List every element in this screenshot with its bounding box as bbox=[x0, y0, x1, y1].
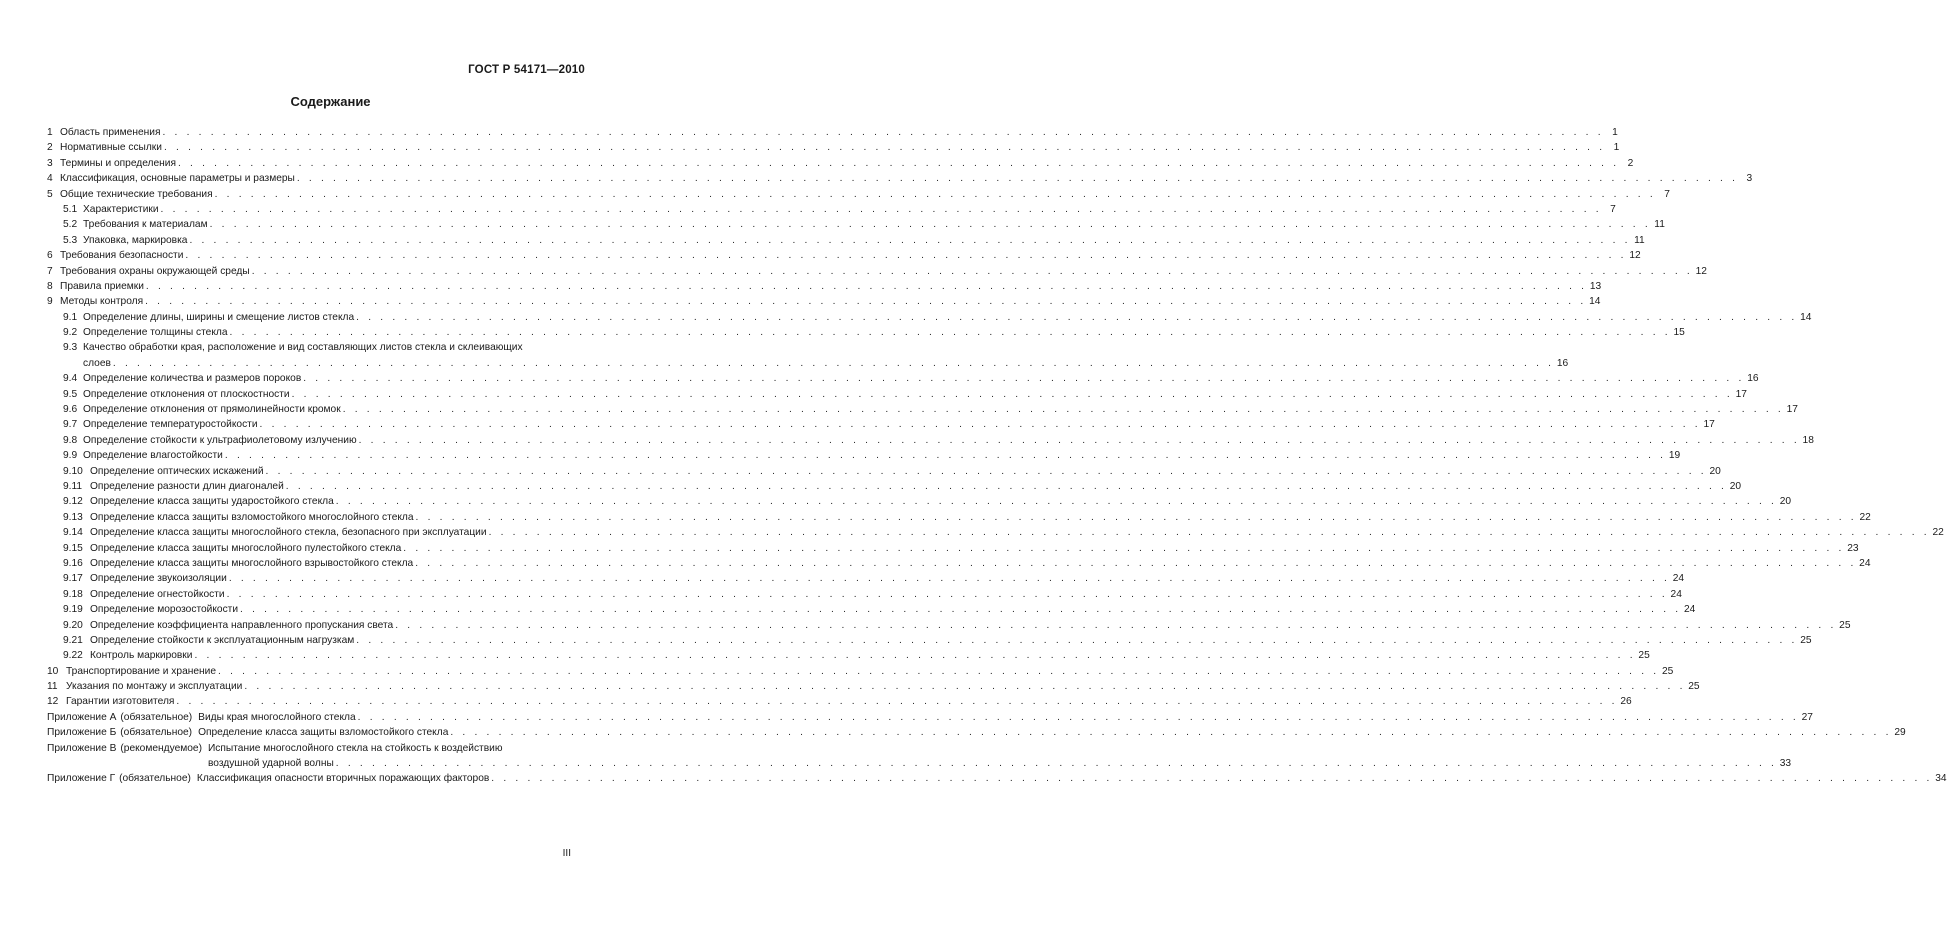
toc-leader-dots: . . . . . . . . . . . . . . . . . . . . . . . . . . . . . . . . . . . . . . . . . . . . . . . . . . . . . . . . . . . . . . . . . . . . . . . . . . . . . . . . . . . . . . . . . . . . . . . . . . . . . . . . . . . . . . . . . . . . . . . . bbox=[177, 157, 1620, 169]
toc-entry-number: 9.4 bbox=[63, 373, 78, 385]
toc-entry-text: Определение звукоизоляции bbox=[90, 573, 227, 585]
toc-entry-page: 17 bbox=[1703, 419, 1715, 431]
appendix-entry[interactable] bbox=[47, 710, 1813, 725]
toc-leader-dots: . . . . . . . . . . . . . . . . . . . . . . . . . . . . . . . . . . . . . . . . . . . . . . . . . . . . . . . . . . . . . . . . . . . . . . . . . . . . . . . . . . . . . . . . . . . . . . . . . . . . . . . . . . . . . . . . . . . . . . . . bbox=[226, 588, 1668, 600]
page-title: Содержание bbox=[290, 94, 371, 109]
toc-entry[interactable] bbox=[47, 618, 1851, 633]
toc-entry-number: 9.19 bbox=[63, 604, 83, 616]
toc-entry-text: Определение класса защиты многослойного пулестойкого стекла bbox=[90, 542, 402, 554]
toc-entry[interactable] bbox=[47, 648, 1650, 663]
appendix-title: Классификация опасности вторичных поражающих факторов bbox=[196, 773, 490, 785]
toc-entry[interactable] bbox=[47, 479, 1742, 494]
toc-entry-number: 9.13 bbox=[63, 511, 83, 523]
toc-entry-page: 24 bbox=[1859, 557, 1871, 569]
toc-leader-dots: . . . . . . . . . . . . . . . . . . . . . . . . . . . . . . . . . . . . . . . . . . . . . . . . . . . . . . . . . . . . . . . . . . . . . . . . . . . . . . . . . . . . . . . . . . . . . . . . . . . . . . . . . . . . . . . . . . . . . . . . bbox=[163, 142, 1606, 154]
appendix-label: Приложение А bbox=[47, 711, 117, 723]
toc-entry-text: Требования безопасности bbox=[60, 250, 184, 262]
toc-entry-continuation bbox=[83, 356, 1568, 371]
toc-entry-text: Определение класса защиты взломостойкого многослойного стекла bbox=[90, 511, 414, 523]
toc-leader-dots: . . . . . . . . . . . . . . . . . . . . . . . . . . . . . . . . . . . . . . . . . . . . . . . . . . . . . . . . . . . . . . . . . . . . . . . . . . . . . . . . . . . . . . . . . . . . . . . . . . . . . . . . . . . . . . . . . . . . . . . . bbox=[160, 203, 1602, 215]
toc-entry-number: 9.21 bbox=[63, 634, 83, 646]
toc-entry-page: 23 bbox=[1847, 542, 1859, 554]
toc-entry[interactable] bbox=[47, 694, 1632, 709]
toc-entry-page: 19 bbox=[1668, 450, 1681, 462]
toc-entry-page: 14 bbox=[1589, 296, 1601, 308]
toc-entry-number: 5.1 bbox=[63, 203, 78, 215]
toc-leader-dots: . . . . . . . . . . . . . . . . . . . . . . . . . . . . . . . . . . . . . . . . . . . . . . . . . . . . . . . . . . . . . . . . . . . . . . . . . . . . . . . . . . . . . . . . . . . . . . . . . . . . . . . . . . . . . . . . . . . . . . . . bbox=[296, 173, 1739, 185]
toc-entry-number: 3 bbox=[47, 157, 53, 169]
toc-entry-page: 24 bbox=[1670, 588, 1682, 600]
toc-entry-page: 14 bbox=[1800, 311, 1812, 323]
toc-entry-page: 25 bbox=[1661, 665, 1674, 677]
toc-entry[interactable] bbox=[47, 340, 1569, 371]
toc-entry-page: 20 bbox=[1709, 465, 1721, 477]
toc-entry-text: Область применения bbox=[60, 126, 161, 138]
toc-entry[interactable] bbox=[47, 402, 1798, 417]
toc-entry-text: Качество обработки края, расположение и вид составляющих листов стекла и склеивающих bbox=[83, 342, 523, 354]
toc-entry[interactable] bbox=[47, 664, 1674, 679]
toc-entry[interactable] bbox=[47, 156, 1634, 171]
toc-entry-number: 9.5 bbox=[63, 388, 78, 400]
toc-entry-text: Определение количества и размеров пороков bbox=[83, 373, 302, 385]
toc-entry-number: 5.2 bbox=[63, 219, 78, 231]
toc-entry-text: Определение огнестойкости bbox=[90, 588, 225, 600]
toc-entry-text: Транспортирование и хранение bbox=[66, 665, 217, 677]
toc-entry-text: Определение класса защиты многослойного взрывостойкого стекла bbox=[90, 557, 414, 569]
toc-entry-text: Определение длины, ширины и смещение листов стекла bbox=[83, 311, 355, 323]
toc-leader-dots: . . . . . . . . . . . . . . . . . . . . . . . . . . . . . . . . . . . . . . . . . . . . . . . . . . . . . . . . . . . . . . . . . . . . . . . . . . . . . . . . . . . . . . . . . . . . . . . . . . . . . . . . . . . . . . . . . . . . . . . . bbox=[357, 711, 1799, 723]
appendix-entry[interactable] bbox=[47, 741, 1792, 772]
toc-leader-dots: . . . . . . . . . . . . . . . . . . . . . . . . . . . . . . . . . . . . . . . . . . . . . . . . . . . . . . . . . . . . . . . . . . . . . . . . . . . . . . . . . . . . . . . . . . . . . . . . . . . . . . . . . . . . . . . . . . . . . . . . bbox=[251, 265, 1693, 277]
toc-entry-number: 9.12 bbox=[63, 496, 83, 508]
toc-leader-dots: . . . . . . . . . . . . . . . . . . . . . . . . . . . . . . . . . . . . . . . . . . . . . . . . . . . . . . . . . . . . . . . . . . . . . . . . . . . . . . . . . . . . . . . . . . . . . . . . . . . . . . . . . . . . . . . . . . . . . . . . bbox=[488, 527, 1930, 539]
toc-leader-dots: . . . . . . . . . . . . . . . . . . . . . . . . . . . . . . . . . . . . . . . . . . . . . . . . . . . . . . . . . . . . . . . . . . . . . . . . . . . . . . . . . . . . . . . . . . . . . . . . . . . . . . . . . . . . . . . . . . . . . . . . bbox=[218, 665, 1660, 677]
toc-leader-dots: . . . . . . . . . . . . . . . . . . . . . . . . . . . . . . . . . . . . . . . . . . . . . . . . . . . . . . . . . . . . . . . . . . . . . . . . . . . . . . . . . . . . . . . . . . . . . . . . . . . . . . . . . . . . . . . . . . . . . . . . bbox=[491, 773, 1933, 785]
toc-entry[interactable] bbox=[47, 202, 1616, 217]
toc-entry[interactable] bbox=[47, 187, 1670, 202]
appendix-kind: (обязательное) bbox=[120, 711, 193, 723]
toc-entry-page: 16 bbox=[1747, 373, 1759, 385]
toc-leader-dots: . . . . . . . . . . . . . . . . . . . . . . . . . . . . . . . . . . . . . . . . . . . . . . . . . . . . . . . . . . . . . . . . . . . . . . . . . . . . . . . . . . . . . . . . . . . . . . . . . . . . . . . . . . . . . . . . . . . . . . . . bbox=[415, 557, 1857, 569]
toc-leader-dots: . . . . . . . . . . . . . . . . . . . . . . . . . . . . . . . . . . . . . . . . . . . . . . . . . . . . . . . . . . . . . . . . . . . . . . . . . . . . . . . . . . . . . . . . . . . . . . . . . . . . . . . . . . . . . . . . . . . . . . . . bbox=[240, 604, 1682, 616]
toc-entry-text: Характеристики bbox=[83, 203, 159, 215]
toc-entry-text: Определение отклонения от прямолинейности кромок bbox=[83, 404, 341, 416]
toc-leader-dots: . . . . . . . . . . . . . . . . . . . . . . . . . . . . . . . . . . . . . . . . . . . . . . . . . . . . . . . . . . . . . . . . . . . . . . . . . . . . . . . . . . . . . . . . . . . . . . . . . . . . . . . . . . . . . . . . . . . . . . . . bbox=[335, 758, 1778, 770]
appendix-page: 27 bbox=[1801, 711, 1813, 723]
toc-entry[interactable] bbox=[47, 371, 1759, 386]
toc-entry[interactable] bbox=[47, 217, 1665, 232]
toc-entry[interactable] bbox=[47, 417, 1715, 432]
toc-leader-dots: . . . . . . . . . . . . . . . . . . . . . . . . . . . . . . . . . . . . . . . . . . . . . . . . . . . . . . . . . . . . . . . . . . . . . . . . . . . . . . . . . . . . . . . . . . . . . . . . . . . . . . . . . . . . . . . . . . . . . . . . bbox=[415, 511, 1857, 523]
appendix-text-block bbox=[208, 741, 1791, 772]
standard-code: ГОСТ Р 54171—2010 bbox=[468, 64, 585, 76]
toc-entry-number: 9.17 bbox=[63, 573, 83, 585]
appendix-continuation bbox=[208, 756, 1791, 771]
toc-entry-page: 15 bbox=[1673, 327, 1685, 339]
appendix-page: 29 bbox=[1894, 727, 1906, 739]
toc-leader-dots: . . . . . . . . . . . . . . . . . . . . . . . . . . . . . . . . . . . . . . . . . . . . . . . . . . . . . . . . . . . . . . . . . . . . . . . . . . . . . . . . . . . . . . . . . . . . . . . . . . . . . . . . . . . . . . . . . . . . . . . . bbox=[145, 280, 1588, 292]
toc-leader-dots: . . . . . . . . . . . . . . . . . . . . . . . . . . . . . . . . . . . . . . . . . . . . . . . . . . . . . . . . . . . . . . . . . . . . . . . . . . . . . . . . . . . . . . . . . . . . . . . . . . . . . . . . . . . . . . . . . . . . . . . . bbox=[291, 388, 1733, 400]
toc-entry-number: 9.8 bbox=[63, 434, 78, 446]
toc-entry-number: 8 bbox=[47, 280, 53, 292]
toc-entry[interactable] bbox=[47, 325, 1685, 340]
toc-entry-text: Определение толщины стекла bbox=[83, 327, 228, 339]
toc-entry-page: 24 bbox=[1672, 573, 1685, 585]
toc-leader-dots: . . . . . . . . . . . . . . . . . . . . . . . . . . . . . . . . . . . . . . . . . . . . . . . . . . . . . . . . . . . . . . . . . . . . . . . . . . . . . . . . . . . . . . . . . . . . . . . . . . . . . . . . . . . . . . . . . . . . . . . . bbox=[229, 327, 1671, 339]
appendix-label: Приложение Г bbox=[47, 773, 116, 785]
toc-leader-dots: . . . . . . . . . . . . . . . . . . . . . . . . . . . . . . . . . . . . . . . . . . . . . . . . . . . . . . . . . . . . . . . . . . . . . . . . . . . . . . . . . . . . . . . . . . . . . . . . . . . . . . . . . . . . . . . . . . . . . . . . bbox=[358, 434, 1800, 446]
toc-entry-text: Указания по монтажу и эксплуатации bbox=[66, 681, 243, 693]
toc-entry-text: Определение влагостойкости bbox=[83, 450, 223, 462]
toc-leader-dots: . . . . . . . . . . . . . . . . . . . . . . . . . . . . . . . . . . . . . . . . . . . . . . . . . . . . . . . . . . . . . . . . . . . . . . . . . . . . . . . . . . . . . . . . . . . . . . . . . . . . . . . . . . . . . . . . . . . . . . . . bbox=[303, 373, 1745, 385]
toc-entry-text: Методы контроля bbox=[60, 296, 144, 308]
toc-entry[interactable] bbox=[47, 556, 1871, 571]
toc-entry-number: 11 bbox=[47, 681, 58, 693]
toc-entry-page: 17 bbox=[1786, 404, 1798, 416]
toc-entry-page: 22 bbox=[1859, 511, 1871, 523]
appendix-kind: (рекомендуемое) bbox=[120, 742, 202, 754]
toc-leader-dots: . . . . . . . . . . . . . . . . . . . . . . . . . . . . . . . . . . . . . . . . . . . . . . . . . . . . . . . . . . . . . . . . . . . . . . . . . . . . . . . . . . . . . . . . . . . . . . . . . . . . . . . . . . . . . . . . . . . . . . . . bbox=[356, 634, 1798, 646]
toc-entry-text: Гарантии изготовителя bbox=[66, 696, 175, 708]
toc-entry-text: Определение коэффициента направленного пропускания света bbox=[90, 619, 394, 631]
toc-entry-page: 7 bbox=[1610, 203, 1616, 215]
appendix-title-continued: воздушной ударной волны bbox=[207, 758, 334, 770]
toc-entry-page: 11 bbox=[1654, 219, 1665, 231]
toc-entry-text: Определение стойкости к ультрафиолетовому излучению bbox=[83, 434, 357, 446]
toc-entry-page: 22 bbox=[1932, 527, 1944, 539]
toc-entry[interactable] bbox=[47, 264, 1707, 279]
toc-leader-dots: . . . . . . . . . . . . . . . . . . . . . . . . . . . . . . . . . . . . . . . . . . . . . . . . . . . . . . . . . . . . . . . . . . . . . . . . . . . . . . . . . . . . . . . . . . . . . . . . . . . . . . . . . . . . . . . . . . . . . . . . bbox=[356, 311, 1798, 323]
toc-entry-number: 9.1 bbox=[63, 311, 78, 323]
toc-entry-page: 3 bbox=[1746, 173, 1753, 185]
toc-entry-page: 13 bbox=[1589, 280, 1602, 292]
toc-entry-number: 2 bbox=[47, 142, 53, 154]
table-of-contents bbox=[47, 125, 1947, 787]
toc-entry-text: Определение морозостойкости bbox=[90, 604, 239, 616]
toc-entry-page: 25 bbox=[1800, 634, 1812, 646]
toc-entry-number: 9.18 bbox=[63, 588, 83, 600]
toc-entry[interactable] bbox=[47, 140, 1620, 155]
appendix-kind: (обязательное) bbox=[120, 727, 193, 739]
toc-entry[interactable] bbox=[47, 233, 1645, 248]
toc-entry-page: 7 bbox=[1664, 188, 1670, 200]
appendix-title: Испытание многослойного стекла на стойкость к воздействию bbox=[207, 742, 503, 754]
appendix-title: Определение класса защиты взломостойкого стекла bbox=[198, 727, 449, 739]
toc-leader-dots: . . . . . . . . . . . . . . . . . . . . . . . . . . . . . . . . . . . . . . . . . . . . . . . . . . . . . . . . . . . . . . . . . . . . . . . . . . . . . . . . . . . . . . . . . . . . . . . . . . . . . . . . . . . . . . . . . . . . . . . . bbox=[342, 404, 1784, 416]
toc-entry-number: 1 bbox=[47, 126, 53, 138]
toc-entry-number: 7 bbox=[47, 265, 53, 277]
toc-leader-dots: . . . . . . . . . . . . . . . . . . . . . . . . . . . . . . . . . . . . . . . . . . . . . . . . . . . . . . . . . . . . . . . . . . . . . . . . . . . . . . . . . . . . . . . . . . . . . . . . . . . . . . . . . . . . . . . . . . . . . . . . bbox=[450, 727, 1892, 739]
toc-entry-text: Требования к материалам bbox=[83, 219, 208, 231]
toc-leader-dots: . . . . . . . . . . . . . . . . . . . . . . . . . . . . . . . . . . . . . . . . . . . . . . . . . . . . . . . . . . . . . . . . . . . . . . . . . . . . . . . . . . . . . . . . . . . . . . . . . . . . . . . . . . . . . . . . . . . . . . . . bbox=[112, 357, 1555, 369]
toc-entry[interactable] bbox=[47, 679, 1700, 694]
toc-entry[interactable] bbox=[47, 541, 1859, 556]
toc-entry-number: 9.3 bbox=[63, 342, 78, 354]
toc-entry-page: 25 bbox=[1839, 619, 1851, 631]
toc-entry[interactable] bbox=[47, 571, 1685, 586]
toc-entry-text: Определение класса защиты ударостойкого стекла bbox=[90, 496, 334, 508]
toc-entry-number: 6 bbox=[47, 250, 53, 262]
toc-entry[interactable] bbox=[47, 125, 1618, 140]
toc-entry-page: 17 bbox=[1735, 388, 1747, 400]
toc-leader-dots: . . . . . . . . . . . . . . . . . . . . . . . . . . . . . . . . . . . . . . . . . . . . . . . . . . . . . . . . . . . . . . . . . . . . . . . . . . . . . . . . . . . . . . . . . . . . . . . . . . . . . . . . . . . . . . . . . . . . . . . . bbox=[228, 573, 1671, 585]
toc-leader-dots: . . . . . . . . . . . . . . . . . . . . . . . . . . . . . . . . . . . . . . . . . . . . . . . . . . . . . . . . . . . . . . . . . . . . . . . . . . . . . . . . . . . . . . . . . . . . . . . . . . . . . . . . . . . . . . . . . . . . . . . . bbox=[209, 219, 1651, 231]
toc-entry-page: 12 bbox=[1695, 265, 1707, 277]
toc-entry[interactable] bbox=[47, 448, 1681, 463]
toc-entry-text-block bbox=[83, 340, 1568, 371]
toc-entry-page: 26 bbox=[1620, 696, 1632, 708]
toc-leader-dots: . . . . . . . . . . . . . . . . . . . . . . . . . . . . . . . . . . . . . . . . . . . . . . . . . . . . . . . . . . . . . . . . . . . . . . . . . . . . . . . . . . . . . . . . . . . . . . . . . . . . . . . . . . . . . . . . . . . . . . . . bbox=[185, 250, 1627, 262]
appendix-entry[interactable] bbox=[47, 771, 1947, 786]
toc-entry-number: 9.2 bbox=[63, 327, 78, 339]
appendix-title: Виды края многослойного стекла bbox=[198, 711, 356, 723]
toc-entry[interactable] bbox=[47, 525, 1944, 540]
toc-entry-page: 25 bbox=[1638, 650, 1650, 662]
toc-entry-text: Классификация, основные параметры и размеры bbox=[60, 173, 295, 185]
toc-entry-page: 12 bbox=[1629, 250, 1641, 262]
toc-entry-page: 18 bbox=[1802, 434, 1814, 446]
toc-entry-page: 1 bbox=[1613, 142, 1620, 154]
toc-entry-number: 9.15 bbox=[63, 542, 83, 554]
toc-entry-number: 9.16 bbox=[63, 557, 83, 569]
appendix-label: Приложение Б bbox=[47, 727, 117, 739]
toc-leader-dots: . . . . . . . . . . . . . . . . . . . . . . . . . . . . . . . . . . . . . . . . . . . . . . . . . . . . . . . . . . . . . . . . . . . . . . . . . . . . . . . . . . . . . . . . . . . . . . . . . . . . . . . . . . . . . . . . . . . . . . . . bbox=[162, 126, 1604, 138]
page-number: III bbox=[562, 848, 571, 859]
toc-entry-page: 1 bbox=[1612, 126, 1618, 138]
toc-entry-page: 25 bbox=[1688, 681, 1700, 693]
toc-entry-number: 9.11 bbox=[63, 481, 83, 492]
toc-entry-page: 20 bbox=[1779, 496, 1792, 508]
toc-entry[interactable] bbox=[47, 279, 1602, 294]
toc-leader-dots: . . . . . . . . . . . . . . . . . . . . . . . . . . . . . . . . . . . . . . . . . . . . . . . . . . . . . . . . . . . . . . . . . . . . . . . . . . . . . . . . . . . . . . . . . . . . . . . . . . . . . . . . . . . . . . . . . . . . . . . . bbox=[194, 650, 1636, 662]
toc-leader-dots: . . . . . . . . . . . . . . . . . . . . . . . . . . . . . . . . . . . . . . . . . . . . . . . . . . . . . . . . . . . . . . . . . . . . . . . . . . . . . . . . . . . . . . . . . . . . . . . . . . . . . . . . . . . . . . . . . . . . . . . . bbox=[335, 496, 1778, 508]
toc-entry-text: Определение разности длин диагоналей bbox=[90, 481, 284, 492]
toc-entry-text: Определение оптических искажений bbox=[90, 465, 264, 477]
toc-entry-page: 20 bbox=[1729, 481, 1742, 492]
toc-entry[interactable] bbox=[47, 310, 1812, 325]
toc-entry[interactable] bbox=[47, 248, 1641, 263]
toc-entry-text: Правила приемки bbox=[60, 280, 144, 292]
toc-entry-text: Термины и определения bbox=[60, 157, 176, 169]
toc-entry-number: 9.10 bbox=[63, 465, 83, 477]
toc-entry[interactable] bbox=[47, 633, 1812, 648]
toc-entry-number: 9.6 bbox=[63, 404, 78, 416]
toc-entry-page: 24 bbox=[1683, 604, 1696, 616]
toc-entry-text: Определение отклонения от плоскостности bbox=[83, 388, 290, 400]
toc-leader-dots: . . . . . . . . . . . . . . . . . . . . . . . . . . . . . . . . . . . . . . . . . . . . . . . . . . . . . . . . . . . . . . . . . . . . . . . . . . . . . . . . . . . . . . . . . . . . . . . . . . . . . . . . . . . . . . . . . . . . . . . . bbox=[259, 419, 1701, 431]
toc-entry-text: Определение стойкости к эксплуатационным нагрузкам bbox=[90, 634, 355, 646]
toc-entry-number: 5 bbox=[47, 188, 53, 200]
toc-entry-page: 16 bbox=[1556, 357, 1569, 369]
toc-entry-text: Требования охраны окружающей среды bbox=[60, 265, 250, 277]
toc-entry[interactable] bbox=[47, 433, 1814, 448]
toc-entry-number: 9.20 bbox=[63, 619, 83, 631]
toc-entry-text: Определение класса защиты многослойного стекла, безопасного при эксплуатации bbox=[90, 527, 487, 539]
toc-entry-page: 11 bbox=[1634, 234, 1645, 246]
toc-entry[interactable] bbox=[47, 587, 1682, 602]
toc-leader-dots: . . . . . . . . . . . . . . . . . . . . . . . . . . . . . . . . . . . . . . . . . . . . . . . . . . . . . . . . . . . . . . . . . . . . . . . . . . . . . . . . . . . . . . . . . . . . . . . . . . . . . . . . . . . . . . . . . . . . . . . . bbox=[176, 696, 1618, 708]
toc-entry-number: 9.9 bbox=[63, 450, 78, 462]
toc-leader-dots: . . . . . . . . . . . . . . . . . . . . . . . . . . . . . . . . . . . . . . . . . . . . . . . . . . . . . . . . . . . . . . . . . . . . . . . . . . . . . . . . . . . . . . . . . . . . . . . . . . . . . . . . . . . . . . . . . . . . . . . . bbox=[145, 296, 1587, 308]
toc-entry-text: Контроль маркировки bbox=[90, 650, 193, 662]
toc-leader-dots: . . . . . . . . . . . . . . . . . . . . . . . . . . . . . . . . . . . . . . . . . . . . . . . . . . . . . . . . . . . . . . . . . . . . . . . . . . . . . . . . . . . . . . . . . . . . . . . . . . . . . . . . . . . . . . . . . . . . . . . . bbox=[244, 681, 1686, 693]
appendix-label: Приложение В bbox=[47, 742, 117, 754]
toc-entry-number: 9.22 bbox=[63, 650, 83, 662]
toc-entry-number: 12 bbox=[47, 696, 59, 708]
toc-entry[interactable] bbox=[47, 387, 1747, 402]
toc-entry-number: 9.7 bbox=[63, 419, 78, 431]
toc-entry[interactable] bbox=[47, 510, 1871, 525]
toc-entry[interactable] bbox=[47, 294, 1601, 309]
toc-leader-dots: . . . . . . . . . . . . . . . . . . . . . . . . . . . . . . . . . . . . . . . . . . . . . . . . . . . . . . . . . . . . . . . . . . . . . . . . . . . . . . . . . . . . . . . . . . . . . . . . . . . . . . . . . . . . . . . . . . . . . . . . bbox=[214, 188, 1656, 200]
toc-entry-text-continued: слоев bbox=[83, 357, 111, 369]
toc-entry[interactable] bbox=[47, 494, 1792, 509]
toc-leader-dots: . . . . . . . . . . . . . . . . . . . . . . . . . . . . . . . . . . . . . . . . . . . . . . . . . . . . . . . . . . . . . . . . . . . . . . . . . . . . . . . . . . . . . . . . . . . . . . . . . . . . . . . . . . . . . . . . . . . . . . . . bbox=[265, 465, 1707, 477]
toc-entry-text: Нормативные ссылки bbox=[60, 142, 162, 154]
toc-leader-dots: . . . . . . . . . . . . . . . . . . . . . . . . . . . . . . . . . . . . . . . . . . . . . . . . . . . . . . . . . . . . . . . . . . . . . . . . . . . . . . . . . . . . . . . . . . . . . . . . . . . . . . . . . . . . . . . . . . . . . . . . bbox=[224, 450, 1667, 462]
toc-leader-dots: . . . . . . . . . . . . . . . . . . . . . . . . . . . . . . . . . . . . . . . . . . . . . . . . . . . . . . . . . . . . . . . . . . . . . . . . . . . . . . . . . . . . . . . . . . . . . . . . . . . . . . . . . . . . . . . . . . . . . . . . bbox=[395, 619, 1837, 631]
toc-entry-text: Общие технические требования bbox=[60, 188, 213, 200]
appendix-entry[interactable] bbox=[47, 725, 1906, 740]
toc-entry-number: 9 bbox=[47, 296, 53, 308]
toc-entry-page: 2 bbox=[1627, 157, 1634, 169]
appendix-page: 33 bbox=[1779, 758, 1792, 770]
toc-leader-dots: . . . . . . . . . . . . . . . . . . . . . . . . . . . . . . . . . . . . . . . . . . . . . . . . . . . . . . . . . . . . . . . . . . . . . . . . . . . . . . . . . . . . . . . . . . . . . . . . . . . . . . . . . . . . . . . . . . . . . . . . bbox=[403, 542, 1845, 554]
toc-entry-text: Определение температуростойкости bbox=[83, 419, 258, 431]
toc-entry-text: Упаковка, маркировка bbox=[83, 234, 188, 246]
toc-entry[interactable] bbox=[47, 602, 1696, 617]
toc-entry[interactable] bbox=[47, 171, 1753, 186]
toc-entry-number: 10 bbox=[47, 665, 59, 677]
appendix-page: 34 bbox=[1935, 773, 1947, 785]
toc-entry[interactable] bbox=[47, 464, 1721, 479]
toc-leader-dots: . . . . . . . . . . . . . . . . . . . . . . . . . . . . . . . . . . . . . . . . . . . . . . . . . . . . . . . . . . . . . . . . . . . . . . . . . . . . . . . . . . . . . . . . . . . . . . . . . . . . . . . . . . . . . . . . . . . . . . . . bbox=[189, 234, 1631, 246]
toc-leader-dots: . . . . . . . . . . . . . . . . . . . . . . . . . . . . . . . . . . . . . . . . . . . . . . . . . . . . . . . . . . . . . . . . . . . . . . . . . . . . . . . . . . . . . . . . . . . . . . . . . . . . . . . . . . . . . . . . . . . . . . . . bbox=[285, 481, 1728, 492]
toc-entry-number: 9.14 bbox=[63, 527, 83, 539]
appendix-kind: (обязательное) bbox=[119, 773, 191, 785]
toc-entry-number: 4 bbox=[47, 173, 53, 185]
toc-entry-number: 5.3 bbox=[63, 234, 78, 246]
